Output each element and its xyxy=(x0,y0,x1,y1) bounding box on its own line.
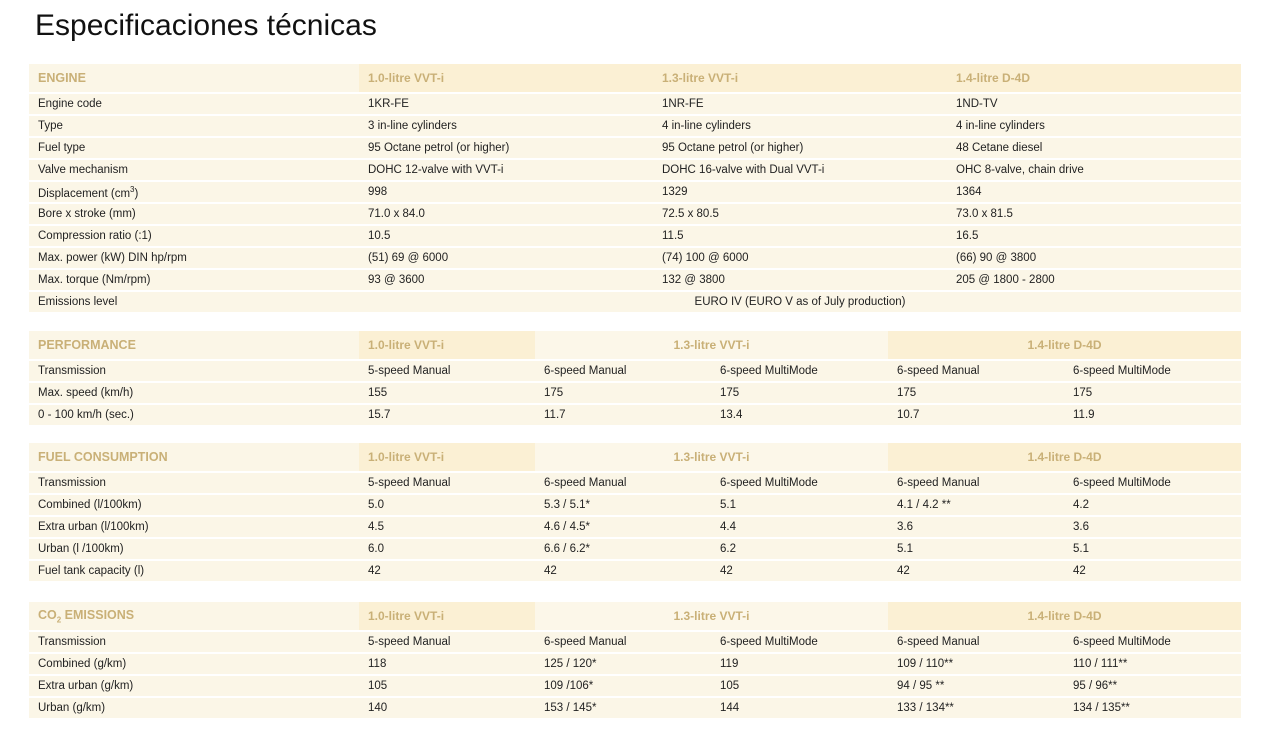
row-label-text: Displacement (cm xyxy=(38,187,131,200)
cell: 5-speed Manual xyxy=(359,632,535,652)
cell: 105 xyxy=(359,676,535,696)
table-row xyxy=(29,561,1241,581)
cell: 4 in-line cylinders xyxy=(947,116,1241,136)
cell: 6-speed MultiMode xyxy=(711,361,888,381)
row-label: Max. power (kW) DIN hp/rpm xyxy=(29,248,359,268)
cell: 175 xyxy=(535,383,711,403)
table-row xyxy=(29,517,1241,537)
row-label: 0 - 100 km/h (sec.) xyxy=(29,405,359,425)
cell: 42 xyxy=(888,561,1064,581)
row-label: Valve mechanism xyxy=(29,160,359,180)
cell: 11.7 xyxy=(535,405,711,425)
table-row xyxy=(29,270,1241,290)
performance-header-row xyxy=(29,331,1241,359)
cell: 140 xyxy=(359,698,535,718)
co2-subscript: 2 xyxy=(56,615,62,625)
cell: 94 / 95 ** xyxy=(888,676,1064,696)
cell: 3.6 xyxy=(1064,517,1241,537)
cell: 4.6 / 4.5* xyxy=(535,517,711,537)
cell: 132 @ 3800 xyxy=(653,270,947,290)
co2-col-1-3: 1.3-litre VVT-i xyxy=(535,602,888,630)
row-label: Compression ratio (:1) xyxy=(29,226,359,246)
cell: 5.0 xyxy=(359,495,535,515)
cell: 4.4 xyxy=(711,517,888,537)
fuel-col-1-4: 1.4-litre D-4D xyxy=(888,443,1241,471)
row-label: Max. torque (Nm/rpm) xyxy=(29,270,359,290)
cell: 175 xyxy=(888,383,1064,403)
cell: 1KR-FE xyxy=(359,94,653,114)
cell: 109 /106* xyxy=(535,676,711,696)
row-label: Extra urban (l/100km) xyxy=(29,517,359,537)
cell: 6-speed MultiMode xyxy=(711,632,888,652)
cell: 144 xyxy=(711,698,888,718)
section-title-co2-emissions xyxy=(29,602,359,630)
cell: 5-speed Manual xyxy=(359,361,535,381)
cell: 155 xyxy=(359,383,535,403)
cell: 1329 xyxy=(653,182,947,202)
cell: 5-speed Manual xyxy=(359,473,535,493)
cell: 6-speed Manual xyxy=(535,361,711,381)
cell: 6-speed Manual xyxy=(888,361,1064,381)
cell: 1NR-FE xyxy=(653,94,947,114)
co2-header-row xyxy=(29,602,1241,630)
section-title-fuel-consumption: FUEL CONSUMPTION xyxy=(29,443,359,471)
cell: 133 / 134** xyxy=(888,698,1064,718)
table-row xyxy=(29,473,1241,493)
engine-header-row xyxy=(29,64,1241,92)
table-row xyxy=(29,138,1241,158)
row-label: Type xyxy=(29,116,359,136)
cell: 5.1 xyxy=(711,495,888,515)
engine-col-1-4: 1.4-litre D-4D xyxy=(947,64,1241,92)
cell: 5.1 xyxy=(888,539,1064,559)
performance-col-1-0: 1.0-litre VVT-i xyxy=(359,331,535,359)
emissions-level-value: EURO IV (EURO V as of July production) xyxy=(359,292,1241,312)
row-label: Fuel type xyxy=(29,138,359,158)
cell: 4.2 xyxy=(1064,495,1241,515)
table-row xyxy=(29,182,1241,202)
cell: (51) 69 @ 6000 xyxy=(359,248,653,268)
cell: 6-speed Manual xyxy=(888,473,1064,493)
row-label: Engine code xyxy=(29,94,359,114)
cell: 153 / 145* xyxy=(535,698,711,718)
cell: 134 / 135** xyxy=(1064,698,1241,718)
performance-col-1-4: 1.4-litre D-4D xyxy=(888,331,1241,359)
section-title-engine: ENGINE xyxy=(29,64,359,92)
cell: OHC 8-valve, chain drive xyxy=(947,160,1241,180)
cell: 42 xyxy=(535,561,711,581)
cell: 95 Octane petrol (or higher) xyxy=(359,138,653,158)
table-row xyxy=(29,116,1241,136)
cell: 105 xyxy=(711,676,888,696)
performance-col-1-3: 1.3-litre VVT-i xyxy=(535,331,888,359)
row-label: Transmission xyxy=(29,632,359,652)
cell: 4.5 xyxy=(359,517,535,537)
table-row xyxy=(29,248,1241,268)
cell: 11.5 xyxy=(653,226,947,246)
cell: 6.2 xyxy=(711,539,888,559)
cell: 6.6 / 6.2* xyxy=(535,539,711,559)
cell: 6-speed Manual xyxy=(535,473,711,493)
cell: 1ND-TV xyxy=(947,94,1241,114)
table-row xyxy=(29,495,1241,515)
cell: 10.7 xyxy=(888,405,1064,425)
cell: DOHC 12-valve with VVT-i xyxy=(359,160,653,180)
cell: 13.4 xyxy=(711,405,888,425)
fuel-header-row xyxy=(29,443,1241,471)
table-row xyxy=(29,361,1241,381)
table-row xyxy=(29,383,1241,403)
cell: 6.0 xyxy=(359,539,535,559)
cell: 72.5 x 80.5 xyxy=(653,204,947,224)
row-label: Emissions level xyxy=(29,292,359,312)
co2-col-1-4: 1.4-litre D-4D xyxy=(888,602,1241,630)
cell: 3.6 xyxy=(888,517,1064,537)
cell: 175 xyxy=(711,383,888,403)
row-label: Extra urban (g/km) xyxy=(29,676,359,696)
row-label: Transmission xyxy=(29,473,359,493)
table-row xyxy=(29,226,1241,246)
cell: 205 @ 1800 - 2800 xyxy=(947,270,1241,290)
cell: 125 / 120* xyxy=(535,654,711,674)
row-label xyxy=(29,182,359,202)
row-label: Max. speed (km/h) xyxy=(29,383,359,403)
cell: 110 / 111** xyxy=(1064,654,1241,674)
cell: 4.1 / 4.2 ** xyxy=(888,495,1064,515)
row-label: Transmission xyxy=(29,361,359,381)
cell: 71.0 x 84.0 xyxy=(359,204,653,224)
cell: 175 xyxy=(1064,383,1241,403)
engine-col-1-0: 1.0-litre VVT-i xyxy=(359,64,653,92)
table-row xyxy=(29,676,1241,696)
cell: 11.9 xyxy=(1064,405,1241,425)
cell: 95 / 96** xyxy=(1064,676,1241,696)
page-title: Especificaciones técnicas xyxy=(35,9,377,42)
cell: 73.0 x 81.5 xyxy=(947,204,1241,224)
cell: 10.5 xyxy=(359,226,653,246)
cell: 16.5 xyxy=(947,226,1241,246)
cell: 42 xyxy=(359,561,535,581)
table-row xyxy=(29,698,1241,718)
row-label: Urban (l /100km) xyxy=(29,539,359,559)
row-label: Fuel tank capacity (l) xyxy=(29,561,359,581)
cell: 42 xyxy=(1064,561,1241,581)
row-label: Combined (g/km) xyxy=(29,654,359,674)
cell: 95 Octane petrol (or higher) xyxy=(653,138,947,158)
cell: 48 Cetane diesel xyxy=(947,138,1241,158)
section-title-performance: PERFORMANCE xyxy=(29,331,359,359)
row-label: Urban (g/km) xyxy=(29,698,359,718)
cell: (66) 90 @ 3800 xyxy=(947,248,1241,268)
table-row xyxy=(29,632,1241,652)
engine-table xyxy=(29,62,1241,314)
co2-title-a: CO xyxy=(38,607,57,622)
row-label-end: ) xyxy=(134,187,139,200)
table-row xyxy=(29,160,1241,180)
cell: 42 xyxy=(711,561,888,581)
cell: 1364 xyxy=(947,182,1241,202)
fuel-col-1-3: 1.3-litre VVT-i xyxy=(535,443,888,471)
cell: 6-speed MultiMode xyxy=(1064,632,1241,652)
table-row xyxy=(29,539,1241,559)
cell: 998 xyxy=(359,182,653,202)
cell: 6-speed Manual xyxy=(888,632,1064,652)
co2-emissions-table xyxy=(29,600,1241,720)
table-row xyxy=(29,654,1241,674)
fuel-col-1-0: 1.0-litre VVT-i xyxy=(359,443,535,471)
row-label: Bore x stroke (mm) xyxy=(29,204,359,224)
table-row xyxy=(29,204,1241,224)
row-label: Combined (l/100km) xyxy=(29,495,359,515)
co2-title-b: EMISSIONS xyxy=(61,607,135,622)
cell: 118 xyxy=(359,654,535,674)
cell: 6-speed MultiMode xyxy=(711,473,888,493)
cell: 5.3 / 5.1* xyxy=(535,495,711,515)
table-row xyxy=(29,94,1241,114)
cell: 6-speed MultiMode xyxy=(1064,473,1241,493)
cell: DOHC 16-valve with Dual VVT-i xyxy=(653,160,947,180)
cell: 4 in-line cylinders xyxy=(653,116,947,136)
cell: 109 / 110** xyxy=(888,654,1064,674)
cell: 3 in-line cylinders xyxy=(359,116,653,136)
cell: 6-speed MultiMode xyxy=(1064,361,1241,381)
performance-table xyxy=(29,329,1241,427)
co2-col-1-0: 1.0-litre VVT-i xyxy=(359,602,535,630)
cell: 119 xyxy=(711,654,888,674)
table-row xyxy=(29,405,1241,425)
engine-col-1-3: 1.3-litre VVT-i xyxy=(653,64,947,92)
cell: 93 @ 3600 xyxy=(359,270,653,290)
table-row xyxy=(29,292,1241,312)
cell: 15.7 xyxy=(359,405,535,425)
cell: (74) 100 @ 6000 xyxy=(653,248,947,268)
fuel-consumption-table xyxy=(29,441,1241,583)
cell: 6-speed Manual xyxy=(535,632,711,652)
cell: 5.1 xyxy=(1064,539,1241,559)
superscript: 3 xyxy=(130,184,135,194)
